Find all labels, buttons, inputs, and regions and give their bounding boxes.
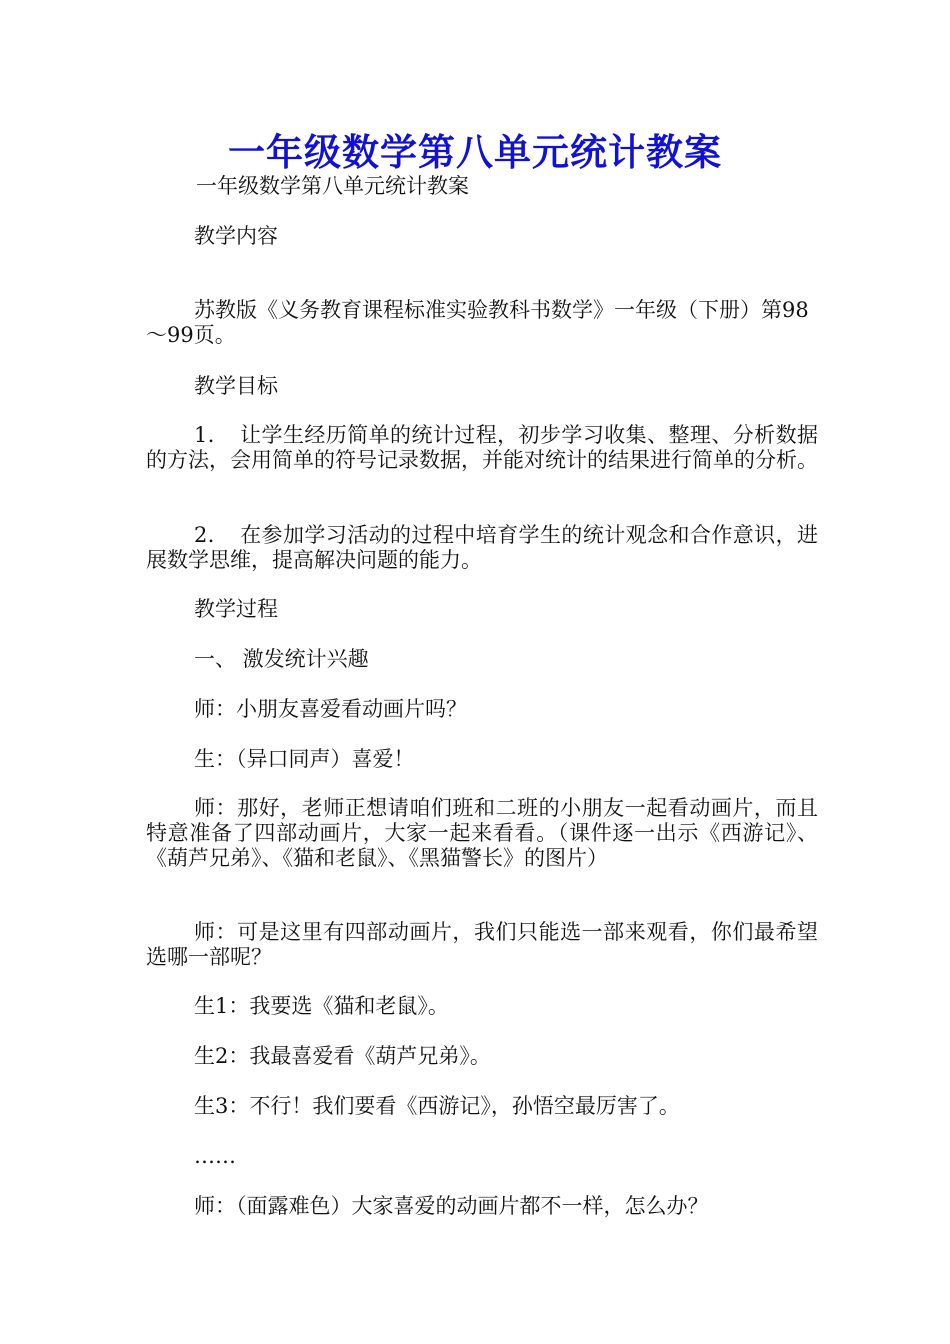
document-subtitle: 一年级数学第八单元统计教案: [196, 174, 469, 198]
paragraph: 教学内容: [194, 224, 278, 248]
paragraph: 1． 让学生经历简单的统计过程，初步学习收集、整理、分析数据的方法，会用简单的符号记录数据，并能对统计的结果进行简单的分析。: [146, 423, 818, 472]
document-title: 一年级数学第八单元统计教案: [228, 130, 722, 174]
paragraph: 一、 激发统计兴趣: [194, 647, 369, 671]
paragraph: 师：可是这里有四部动画片，我们只能选一部来观看，你们最希望选哪一部呢？: [146, 920, 818, 969]
paragraph: 生1：我要选《猫和老鼠》。: [194, 994, 449, 1018]
paragraph: 生3：不行！我们要看《西游记》，孙悟空最厉害了。: [194, 1094, 680, 1118]
paragraph: 生2：我最喜爱看《葫芦兄弟》。: [194, 1044, 491, 1068]
paragraph: 教学过程: [194, 597, 278, 621]
paragraph: 生：（异口同声）喜爱！: [194, 747, 415, 771]
paragraph: 2． 在参加学习活动的过程中培育学生的统计观念和合作意识，进展数学思维，提高解决问题的能力。: [146, 523, 818, 572]
paragraph: 师：那好，老师正想请咱们班和二班的小朋友一起看动画片，而且特意准备了四部动画片，大家一起来看看。（课件逐一出示《西游记》、《葫芦兄弟》、《猫和老鼠》、《黑猫警长》的图片）: [146, 796, 818, 870]
paragraph: 苏教版《义务教育课程标准实验教科书数学》一年级（下册）第98～99页。: [146, 298, 809, 347]
paragraph: 师：（面露难色）大家喜爱的动画片都不一样，怎么办？: [194, 1194, 709, 1218]
paragraph: 师：小朋友喜爱看动画片吗？: [194, 697, 467, 721]
paragraph: ……: [194, 1144, 236, 1168]
paragraph: 教学目标: [194, 374, 278, 398]
